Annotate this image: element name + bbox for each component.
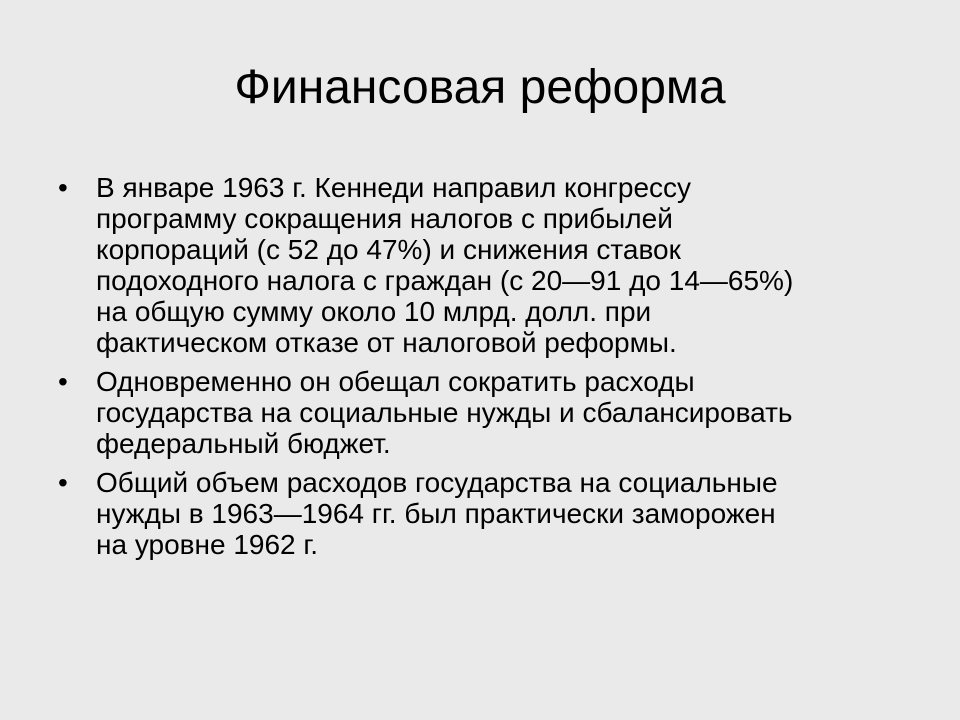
bullet-icon: •: [58, 366, 68, 397]
slide-title: Финансовая реформа: [234, 61, 726, 114]
bullet-text: Общий объем расходов государства на социальные нужды в 1963—1964 гг. был практически заморожен на уровне 1962 г.: [96, 467, 778, 560]
bullet-icon: •: [58, 172, 68, 203]
bullet-list: [58, 172, 908, 568]
bullet-text: Одновременно он обещал сократить расходы государства на социальные нужды и сбалансировать федеральный бюджет.: [96, 366, 793, 459]
bullet-item: [58, 467, 908, 560]
bullet-item: [58, 172, 908, 358]
bullet-icon: •: [58, 467, 68, 498]
bullet-text: В январе 1963 г. Кеннеди направил конгрессу программу сокращения налогов с прибылей корпораций (с 52 до 47%) и снижения ставок подоходного налога с граждан (с 20—91 до 14—65%) на общую сумму около 10 млрд. долл. при фактическом отказе от налоговой реформы.: [96, 172, 794, 358]
bullet-item: [58, 366, 908, 459]
